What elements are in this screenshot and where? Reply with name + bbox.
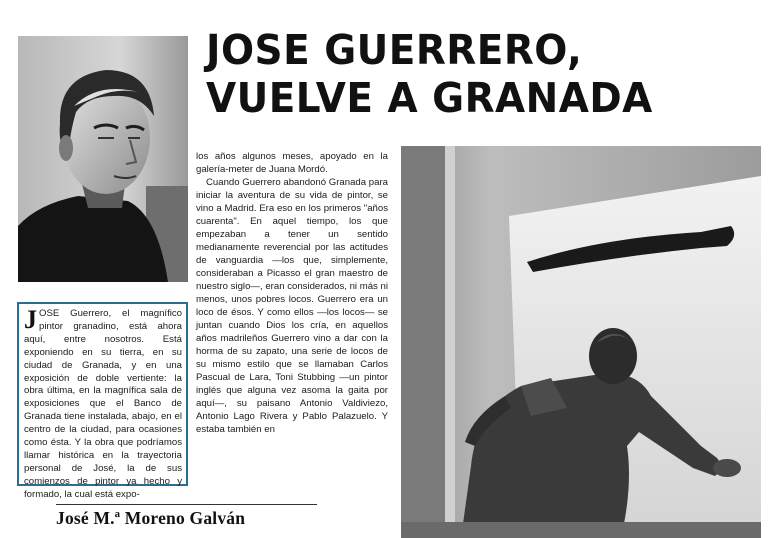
article-headline (206, 26, 738, 122)
intro-box (17, 302, 188, 500)
drop-cap: J (24, 305, 37, 334)
painter-at-canvas-illustration (401, 146, 761, 538)
portrait-illustration (18, 36, 188, 282)
byline-rule (56, 504, 317, 505)
body-paragraph-2: Cuando Guerrero abandonó Granada para iniciar la aventura de su vida de pintor, se vino a Madrid. Era eso en los primeros "años cuarenta". En aquel tiempo, los que empezaban a tener un sentido medianamente reverencial por las actitudes de vanguardia —los que, simplemente, consideraban a Picasso el gran maestro de nuestro siglo—, eran considerados, ni más ni menos, unos pobres locos. Guerrero era un loco de ésos. Y como ellos —los locos— se juntan cuando Dios los cría, en aquellos años madrileños Guerrero vino a dar con la horma de su zapato, una serie de locos de su mismo estilo que se llamaban Carlos Pascual de Lara, Toni Stubbing —un pintor inglés que alguna vez asoma la gaita por aquí—, su paisano Antonio Valdiviezo, Antonio Lago Rivera y Pablo Palazuelo. Y estaba también en (196, 177, 388, 435)
headline-line-1: JOSE GUERRERO, (206, 26, 583, 74)
intro-paragraph (24, 305, 182, 502)
headline-line-2: VUELVE A GRANADA (206, 74, 653, 122)
intro-text: OSE Guerrero, el magnífico pintor granadino, está ahora aquí, entre nosotros. Está exponiendo en su tierra, en su ciudad de Granada, y en una exposición de doble vertiente: la obra última, en la magnífica sala de exposiciones que el Banco de Granada tiene instalada, abajo, en el centro de la ciudad, para ocasiones como ésta. Y la obra que podríamos llamar histórica en la trayectoria personal de José, la de sus comienzos de pintor ya hecho y formado, la cual está expo- (24, 308, 182, 500)
painting-photo (401, 146, 761, 538)
portrait-photo (18, 36, 188, 282)
body-column (196, 150, 388, 436)
author-byline: José M.ª Moreno Galván (56, 508, 246, 528)
body-paragraph-1: los años algunos meses, apoyado en la galería-meter de Juana Mordó. (196, 151, 388, 175)
body-text (196, 150, 388, 436)
